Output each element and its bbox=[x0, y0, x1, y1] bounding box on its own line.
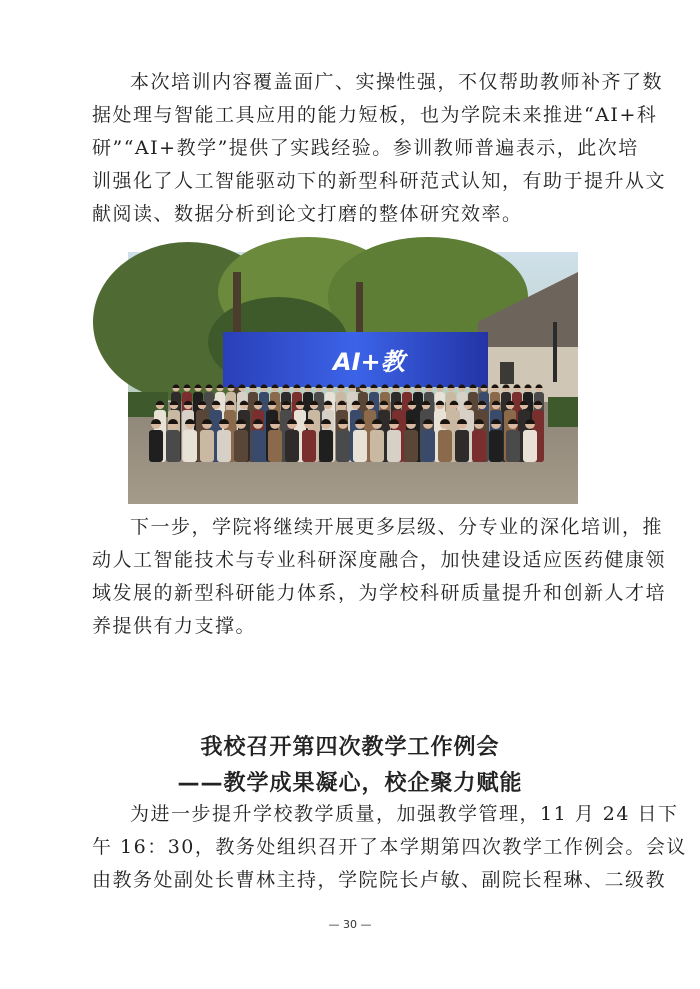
text-line: 献阅读、数据分析到论文打磨的整体研究效率。 bbox=[92, 203, 523, 225]
person-silhouette bbox=[183, 430, 197, 462]
article-subtitle: ——教学成果凝心，校企聚力赋能 bbox=[177, 771, 523, 796]
group-photo bbox=[128, 252, 578, 504]
person-silhouette bbox=[217, 430, 231, 462]
paragraph-next-steps bbox=[92, 511, 667, 643]
text-line: 为进一步提升学校教学质量，加强教学管理，11 月 24 日下 bbox=[130, 803, 679, 825]
text-line: 动人工智能技术与专业科研深度融合，加快建设适应医药健康领 bbox=[92, 549, 667, 571]
paragraph-training-summary bbox=[92, 66, 667, 231]
person-silhouette bbox=[506, 430, 520, 462]
text-line: 养提供有力支撑。 bbox=[92, 615, 257, 637]
person-silhouette bbox=[404, 430, 418, 462]
text-line: 域发展的新型科研能力体系，为学校科研质量提升和创新人才培 bbox=[92, 582, 667, 604]
banner-text: AI+教 bbox=[333, 348, 405, 376]
person-silhouette bbox=[336, 430, 350, 462]
person-silhouette bbox=[319, 430, 333, 462]
person-silhouette bbox=[438, 430, 452, 462]
text-line: 下一步，学院将继续开展更多层级、分专业的深化培训，推 bbox=[130, 516, 664, 538]
person-silhouette bbox=[472, 430, 486, 462]
person-silhouette bbox=[234, 430, 248, 462]
person-silhouette bbox=[166, 430, 180, 462]
person-silhouette bbox=[421, 430, 435, 462]
text-line: 午 16：30，教务处组织召开了本学期第四次教学工作例会。会议 bbox=[92, 836, 687, 858]
person-silhouette bbox=[149, 430, 163, 462]
person-silhouette bbox=[370, 430, 384, 462]
paragraph-meeting-intro bbox=[92, 798, 687, 897]
text-line: 据处理与智能工具应用的能力短板，也为学院未来推进“AI+科 bbox=[92, 104, 658, 126]
person-silhouette bbox=[353, 430, 367, 462]
text-line: 由教务处副处长曹林主持，学院院长卢敏、副院长程琳、二级教 bbox=[92, 869, 667, 891]
article-title: 我校召开第四次教学工作例会 bbox=[200, 735, 500, 760]
person-silhouette bbox=[285, 430, 299, 462]
person-silhouette bbox=[489, 430, 503, 462]
person-silhouette bbox=[523, 430, 537, 462]
person-silhouette bbox=[200, 430, 214, 462]
person-silhouette bbox=[251, 430, 265, 462]
page-number: — 30 — bbox=[328, 918, 372, 931]
person-silhouette bbox=[302, 430, 316, 462]
person-silhouette bbox=[268, 430, 282, 462]
text-line: 本次培训内容覆盖面广、实操性强，不仅帮助教师补齐了数 bbox=[130, 71, 664, 93]
person-silhouette bbox=[387, 430, 401, 462]
text-line: 研”“AI+教学”提供了实践经验。参训教师普遍表示，此次培 bbox=[92, 137, 639, 159]
text-line: 训强化了人工智能驱动下的新型科研范式认知，有助于提升从文 bbox=[92, 170, 667, 192]
person-silhouette bbox=[455, 430, 469, 462]
